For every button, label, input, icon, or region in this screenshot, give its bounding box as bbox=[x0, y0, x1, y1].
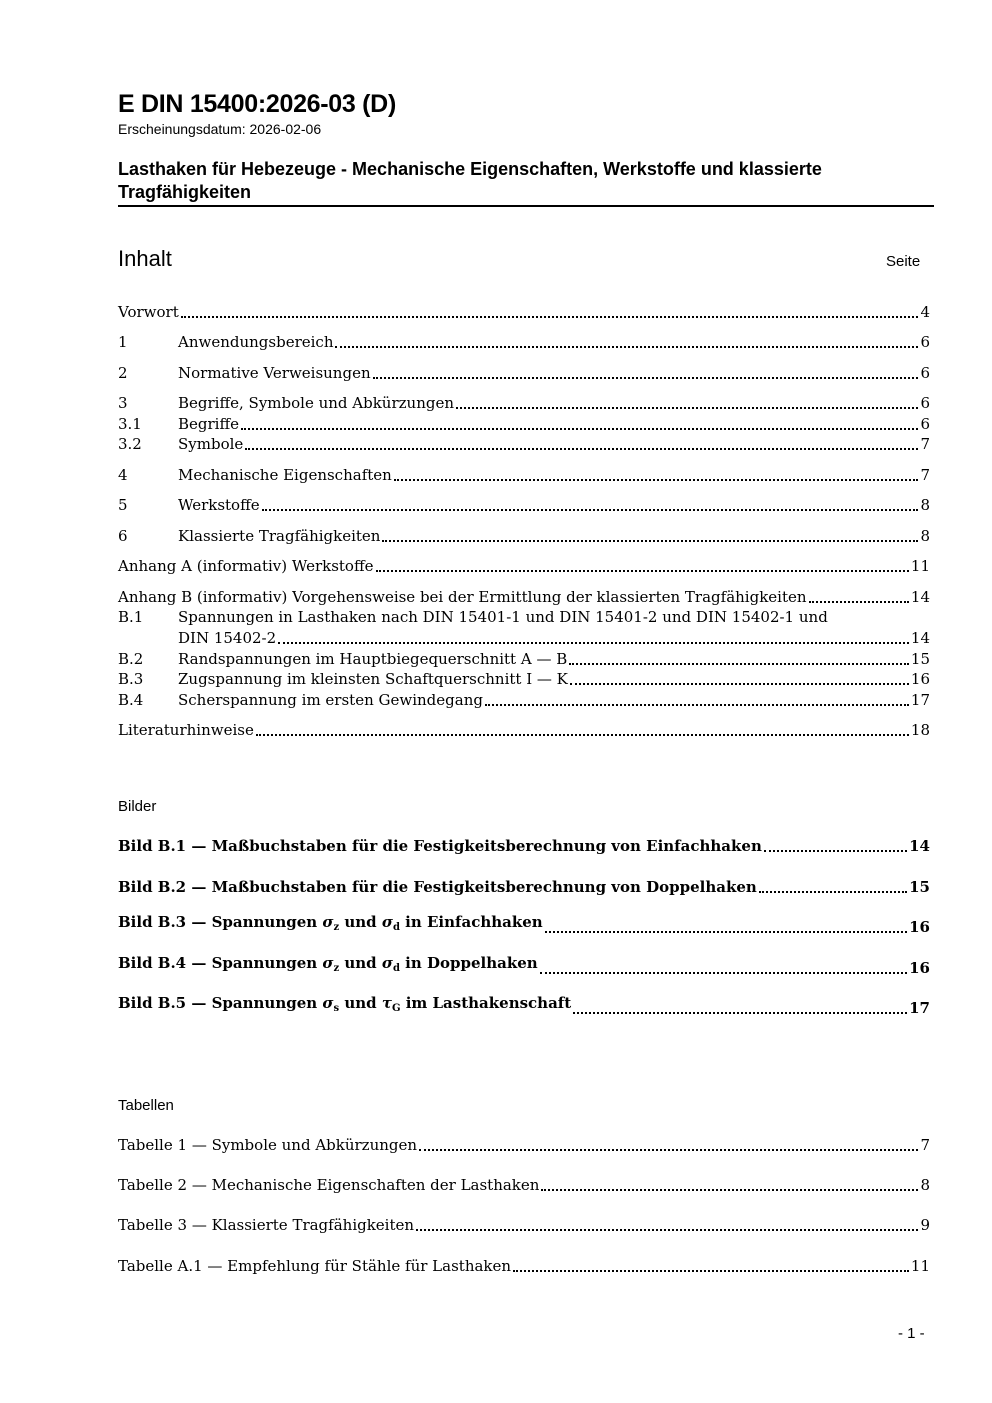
figure-entry-title: Bild B.1 — Maßbuchstaben für die Festigkeitsberechnung von Einfachhaken bbox=[118, 837, 762, 855]
table-entry-page: 9 bbox=[920, 1216, 930, 1234]
toc-entry-page: 6 bbox=[920, 364, 930, 382]
toc-entry-annex-b[interactable] bbox=[118, 587, 930, 608]
toc-entry-title: Scherspannung im ersten Gewindegang bbox=[178, 691, 483, 709]
toc-entry-title: Mechanische Eigenschaften bbox=[178, 466, 392, 484]
dot-leader bbox=[764, 850, 907, 852]
tau-symbol: τ bbox=[381, 994, 392, 1012]
dot-leader bbox=[262, 509, 919, 511]
toc-entry-number: 1 bbox=[118, 333, 128, 351]
sigma-symbol: σ bbox=[381, 913, 393, 931]
dot-leader bbox=[245, 448, 918, 450]
toc-entry-page: 7 bbox=[920, 435, 930, 453]
table-entry-page: 11 bbox=[910, 1257, 930, 1275]
toc-entry-title: Spannungen in Lasthaken nach DIN 15401-1 und DIN 15401-2 und DIN 15402-1 und bbox=[178, 608, 828, 626]
toc-entry-2[interactable] bbox=[118, 363, 930, 384]
document-title: E DIN 15400:2026-03 (D) bbox=[118, 90, 396, 118]
dot-leader bbox=[809, 601, 909, 603]
toc-entry-page: 16 bbox=[910, 670, 930, 688]
table-entry-page: 8 bbox=[920, 1176, 930, 1194]
toc-entry-b-1-continuation[interactable] bbox=[178, 628, 930, 649]
toc-entry-number: 3.2 bbox=[118, 435, 142, 453]
table-entry-title: Tabelle 3 — Klassierte Tragfähigkeiten bbox=[118, 1216, 415, 1234]
table-entry-title: Tabelle A.1 — Empfehlung für Stähle für Lasthaken bbox=[118, 1257, 512, 1275]
dot-leader bbox=[456, 407, 918, 409]
sigma-symbol: σ bbox=[322, 913, 334, 931]
dot-leader bbox=[181, 316, 919, 318]
dot-leader bbox=[376, 570, 909, 572]
toc-entry-number: 5 bbox=[118, 496, 128, 514]
toc-entry-page: 17 bbox=[910, 691, 930, 709]
toc-entry-6[interactable] bbox=[118, 526, 930, 547]
figure-entry-page: 14 bbox=[909, 837, 930, 855]
toc-entry-4[interactable] bbox=[118, 465, 930, 486]
document-subtitle: Lasthaken für Hebezeuge - Mechanische Eigenschaften, Werkstoffe und klassierte Tragfähigkeiten bbox=[118, 159, 822, 202]
page-number: - 1 - bbox=[898, 1325, 925, 1342]
dot-leader bbox=[335, 346, 918, 348]
dot-leader bbox=[573, 1012, 907, 1014]
toc-entry-number: B.3 bbox=[118, 670, 144, 688]
dot-leader bbox=[382, 540, 918, 542]
figure-entry-b-4[interactable] bbox=[118, 954, 930, 979]
toc-entry-title: Anwendungsbereich bbox=[178, 333, 334, 351]
toc-entry-page: 11 bbox=[910, 557, 930, 575]
toc-entry-title: Symbole bbox=[178, 435, 244, 453]
figure-entry-page: 16 bbox=[909, 918, 930, 936]
table-entry-1[interactable] bbox=[118, 1135, 930, 1156]
figure-entry-title: Bild B.2 — Maßbuchstaben für die Festigkeitsberechnung von Doppelhaken bbox=[118, 878, 757, 896]
toc-entry-number: B.2 bbox=[118, 650, 144, 668]
dot-leader bbox=[485, 704, 909, 706]
dot-leader bbox=[569, 663, 909, 665]
toc-entry-page: 8 bbox=[920, 496, 930, 514]
sigma-symbol: σ bbox=[381, 954, 393, 972]
toc-entry-title: Zugspannung im kleinsten Schaftquerschnitt I — K bbox=[178, 670, 568, 688]
figures-section-label: Bilder bbox=[118, 798, 157, 815]
dot-leader bbox=[373, 377, 919, 379]
figure-entry-title: Bild B.4 — Spannungen $\sigma_z$ und $\sigma_d$ in Doppelhaken bbox=[118, 954, 538, 974]
figure-entry-title: Bild B.3 — Spannungen $\sigma_z$ und $\sigma_d$ in Einfachhaken bbox=[118, 913, 543, 933]
toc-entry-number: 6 bbox=[118, 527, 128, 545]
toc-entry-bibliography[interactable] bbox=[118, 720, 930, 741]
table-entry-3[interactable] bbox=[118, 1215, 930, 1236]
toc-entry-number: 2 bbox=[118, 364, 128, 382]
toc-entry-annex-a[interactable] bbox=[118, 556, 930, 577]
toc-heading: Inhalt bbox=[118, 246, 172, 271]
toc-entry-title: Anhang A (informativ) Werkstoffe bbox=[118, 557, 374, 575]
dot-leader bbox=[759, 891, 907, 893]
toc-entry-title: Begriffe, Symbole und Abkürzungen bbox=[178, 394, 454, 412]
dot-leader bbox=[513, 1270, 909, 1272]
figure-entry-page: 15 bbox=[909, 878, 930, 896]
dot-leader bbox=[540, 972, 907, 974]
figure-entry-b-3[interactable] bbox=[118, 913, 930, 938]
dot-leader bbox=[241, 428, 918, 430]
subtitle-divider bbox=[118, 205, 934, 207]
toc-entry-page: 7 bbox=[920, 466, 930, 484]
figure-entry-b-1[interactable] bbox=[118, 836, 930, 857]
dot-leader bbox=[541, 1189, 918, 1191]
toc-entry-number: 3 bbox=[118, 394, 128, 412]
table-entry-2[interactable] bbox=[118, 1175, 930, 1196]
toc-entry-page: 14 bbox=[910, 588, 930, 606]
toc-entry-title: Klassierte Tragfähigkeiten bbox=[178, 527, 381, 545]
toc-entry-title-continuation: DIN 15402-2 bbox=[178, 629, 277, 647]
toc-entry-page: 6 bbox=[920, 415, 930, 433]
toc-entry-title: Werkstoffe bbox=[178, 496, 260, 514]
toc-entry-page: 15 bbox=[910, 650, 930, 668]
toc-entry-page: 14 bbox=[910, 629, 930, 647]
table-entry-page: 7 bbox=[920, 1136, 930, 1154]
dot-leader bbox=[278, 642, 909, 644]
dot-leader bbox=[570, 683, 909, 685]
toc-entry-title: Begriffe bbox=[178, 415, 240, 433]
toc-entry-number: 4 bbox=[118, 466, 128, 484]
toc-entry-3-1[interactable] bbox=[118, 414, 930, 435]
toc-entry-3[interactable] bbox=[118, 393, 930, 414]
toc-entry-1[interactable] bbox=[118, 332, 930, 353]
dot-leader bbox=[256, 734, 909, 736]
toc-entry-page: 8 bbox=[920, 527, 930, 545]
toc-entry-5[interactable] bbox=[118, 495, 930, 516]
figure-entry-title: Bild B.5 — Spannungen $\sigma_s$ und $\tau_G$ im Lasthakenschaft bbox=[118, 994, 572, 1014]
table-entry-a-1[interactable] bbox=[118, 1256, 930, 1277]
toc-entry-page: 6 bbox=[920, 394, 930, 412]
dot-leader bbox=[545, 931, 907, 933]
toc-entry-number: 3.1 bbox=[118, 415, 142, 433]
toc-entry-b-1[interactable] bbox=[118, 607, 930, 628]
toc-entry-page: 18 bbox=[910, 721, 930, 739]
figure-entry-b-5[interactable] bbox=[118, 994, 930, 1019]
toc-entry-page: 6 bbox=[920, 333, 930, 351]
table-entry-title: Tabelle 2 — Mechanische Eigenschaften der Lasthaken bbox=[118, 1176, 540, 1194]
figure-entry-page: 16 bbox=[909, 959, 930, 977]
dot-leader bbox=[419, 1149, 918, 1151]
sigma-symbol: σ bbox=[322, 954, 334, 972]
figure-entry-page: 17 bbox=[909, 999, 930, 1017]
toc-entry-b-2[interactable] bbox=[118, 649, 930, 670]
figure-entry-b-2[interactable] bbox=[118, 877, 930, 898]
toc-entry-b-3[interactable] bbox=[118, 669, 930, 690]
toc-entry-3-2[interactable] bbox=[118, 434, 930, 455]
page-column-label: Seite bbox=[886, 253, 921, 270]
tables-section-label: Tabellen bbox=[118, 1097, 174, 1114]
table-entry-title: Tabelle 1 — Symbole und Abkürzungen bbox=[118, 1136, 418, 1154]
toc-entry-title: Anhang B (informativ) Vorgehensweise bei der Ermittlung der klassierten Tragfähigkeiten bbox=[118, 588, 807, 606]
toc-entry-title: Literaturhinweise bbox=[118, 721, 254, 739]
toc-entry-title: Vorwort bbox=[118, 303, 179, 321]
toc-entry-page: 4 bbox=[920, 303, 930, 321]
toc-entry-title: Randspannungen im Hauptbiegequerschnitt A — B bbox=[178, 650, 568, 668]
dot-leader bbox=[394, 479, 919, 481]
publication-date: Erscheinungsdatum: 2026-02-06 bbox=[118, 121, 322, 137]
toc-entry-title: Normative Verweisungen bbox=[178, 364, 371, 382]
sigma-symbol: σ bbox=[322, 994, 334, 1012]
toc-entry-number: B.1 bbox=[118, 608, 144, 626]
dot-leader bbox=[416, 1229, 918, 1231]
toc-entry-b-4[interactable] bbox=[118, 690, 930, 711]
toc-entry-vorwort[interactable] bbox=[118, 302, 930, 323]
toc-entry-number: B.4 bbox=[118, 691, 144, 709]
